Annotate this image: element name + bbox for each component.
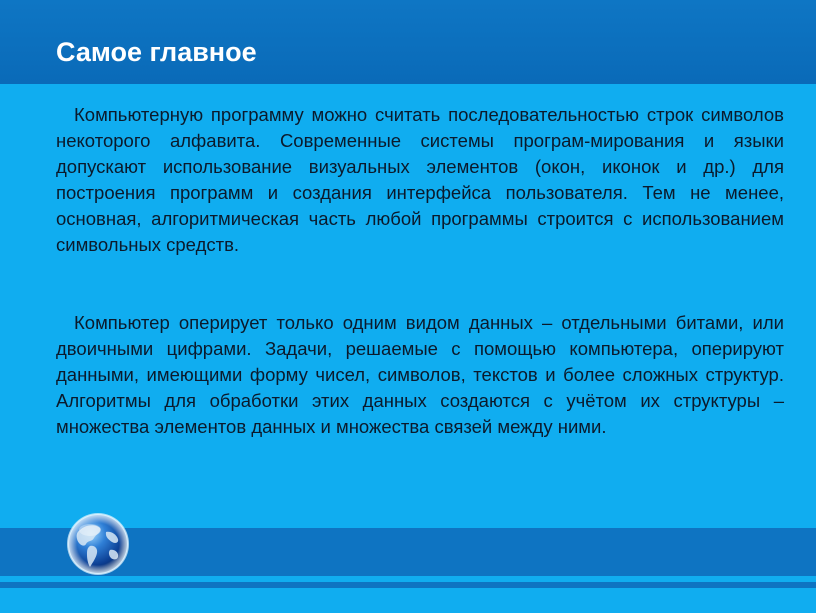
slide-body — [56, 102, 784, 440]
footer-line — [0, 582, 816, 588]
slide-title: Самое главное — [56, 37, 257, 67]
paragraph-2: Компьютер оперирует только одним видом данных – отдельными битами, или двоичными цифрами. Задачи, решаемые с помощью компьютера, оперируют данными, имеющими форму чисел, символов, текстов и более сложных структур. Алгоритмы для обработки этих данных создаются с учётом их структуры – множества элементов данных и множества связей между ними. — [56, 312, 784, 437]
globe-icon — [66, 512, 130, 576]
paragraph-1: Компьютерную программу можно считать последовательностью строк символов некоторого алфавита. Современные системы програм-мирования и языки допускают использование визуальных элементов (окон, иконок и др.) для построения программ и создания интерфейса пользователя. Тем не менее, основная, алгоритмическая часть любой программы строится с использованием символьных средств. — [56, 104, 784, 255]
